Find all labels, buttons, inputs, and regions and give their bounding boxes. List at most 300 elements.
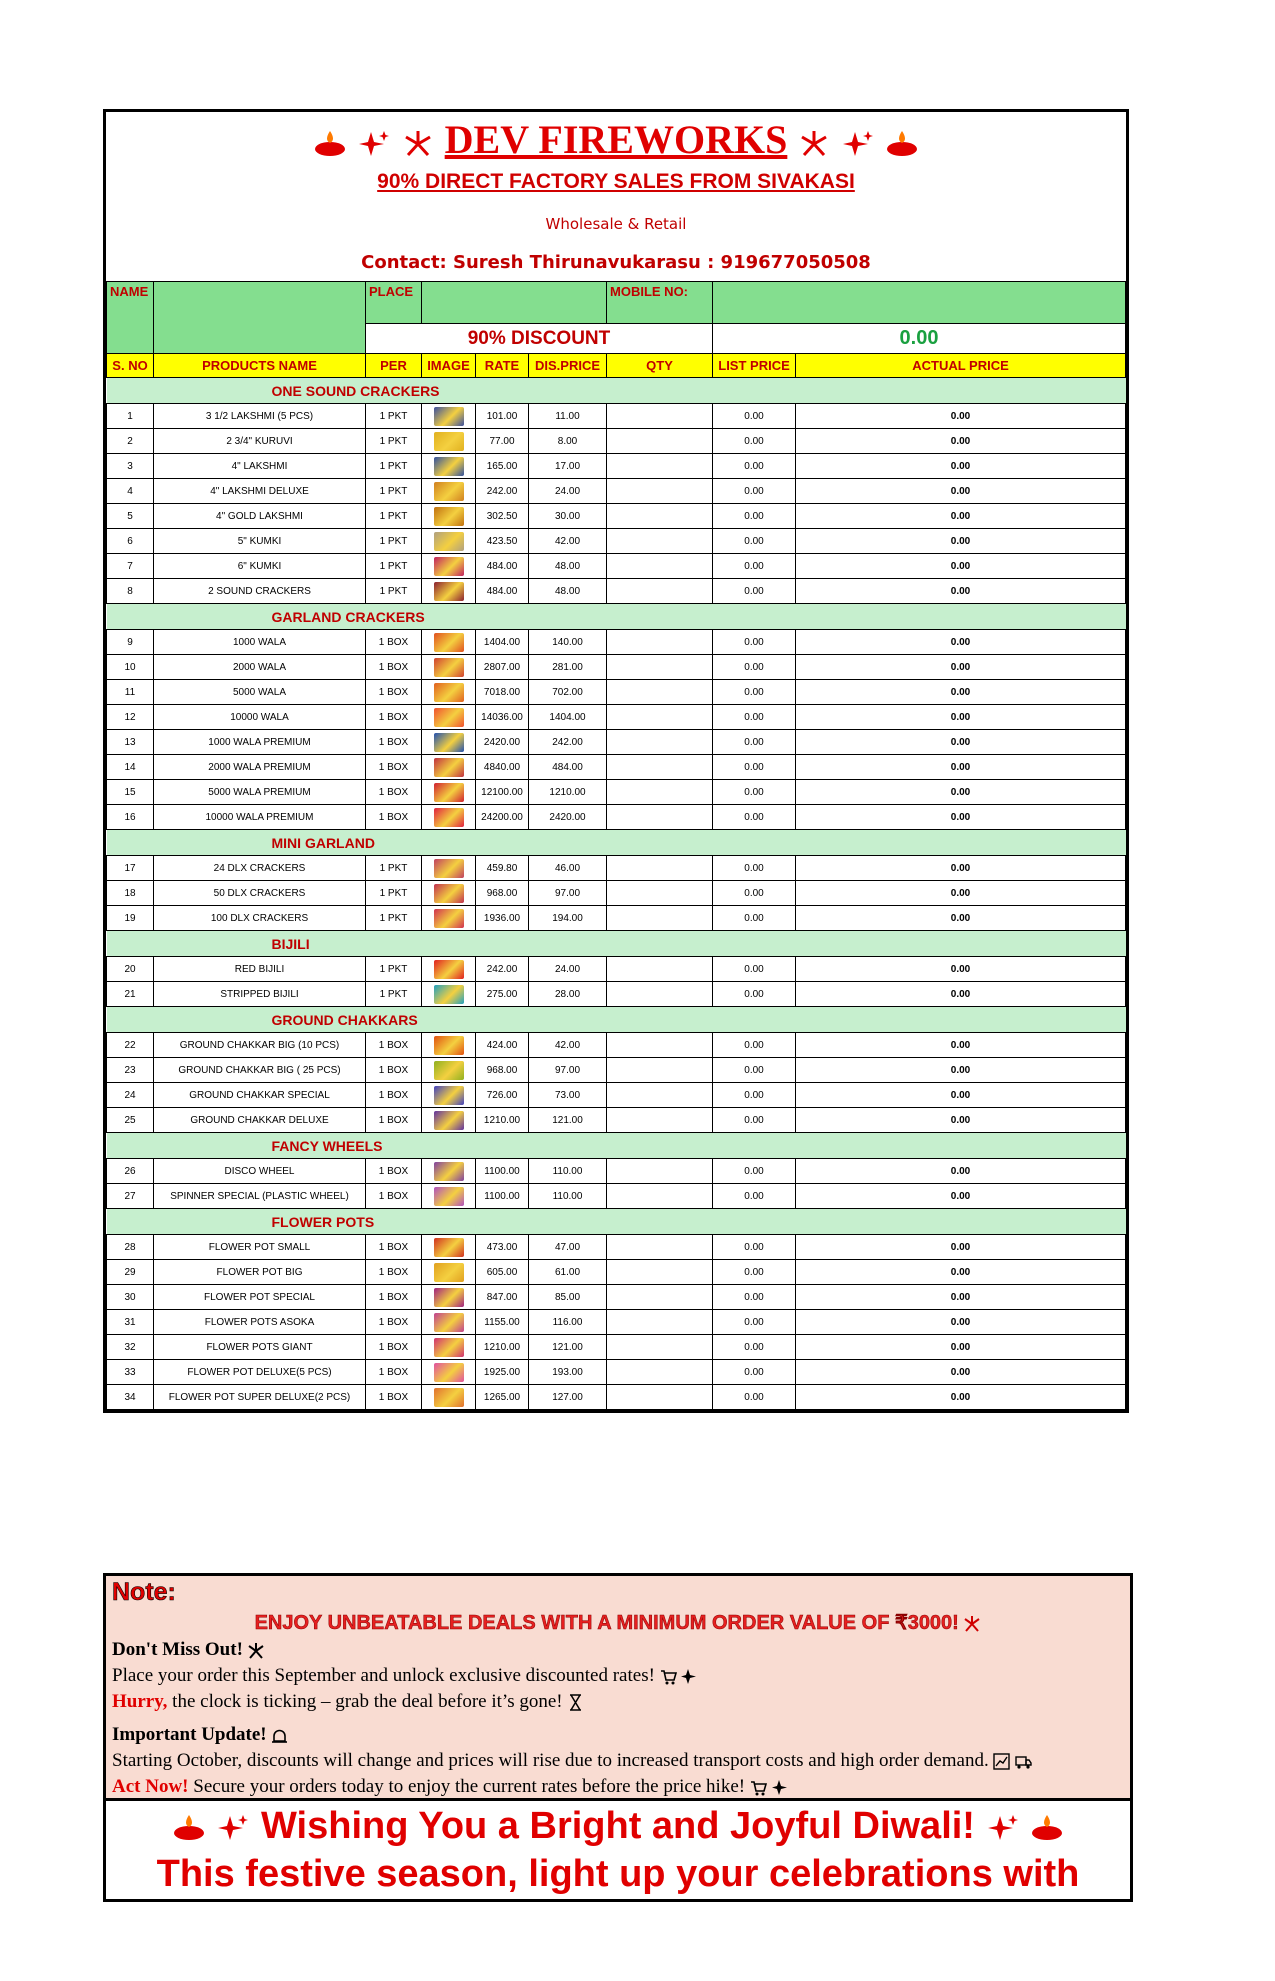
cell-image xyxy=(422,705,476,730)
product-image xyxy=(434,683,464,702)
product-row xyxy=(107,1360,1126,1385)
diya-icon xyxy=(313,129,347,159)
cell-rate: 101.00 xyxy=(476,404,529,429)
qty-input[interactable] xyxy=(607,730,713,755)
cell-rate: 12100.00 xyxy=(476,780,529,805)
cell-product-name: SPINNER SPECIAL (PLASTIC WHEEL) xyxy=(154,1184,366,1209)
cell-sno: 9 xyxy=(107,630,154,655)
product-row xyxy=(107,579,1126,604)
cell-actual-price: 0.00 xyxy=(796,630,1126,655)
cell-dis-price: 11.00 xyxy=(529,404,607,429)
product-image xyxy=(434,582,464,601)
cell-product-name: 24 DLX CRACKERS xyxy=(154,856,366,881)
cell-per: 1 BOX xyxy=(366,755,422,780)
cell-actual-price: 0.00 xyxy=(796,1058,1126,1083)
cell-rate: 1100.00 xyxy=(476,1159,529,1184)
cell-dis-price: 30.00 xyxy=(529,504,607,529)
cell-actual-price: 0.00 xyxy=(796,1285,1126,1310)
qty-input[interactable] xyxy=(607,404,713,429)
qty-input[interactable] xyxy=(607,1159,713,1184)
important-text: Important Update! xyxy=(112,1724,267,1745)
product-image xyxy=(434,1363,464,1382)
line3-text: Starting October, discounts will change and prices will rise due to increased transport costs and high order demand. xyxy=(112,1750,989,1771)
cell-actual-price: 0.00 xyxy=(796,404,1126,429)
cell-list-price: 0.00 xyxy=(713,957,796,982)
qty-input[interactable] xyxy=(607,1260,713,1285)
product-image xyxy=(434,1187,464,1206)
product-image xyxy=(434,1388,464,1407)
cell-per: 1 PKT xyxy=(366,529,422,554)
note-box xyxy=(103,1573,1133,1801)
product-row xyxy=(107,982,1126,1007)
qty-input[interactable] xyxy=(607,630,713,655)
column-header-row xyxy=(107,354,1126,378)
qty-input[interactable] xyxy=(607,755,713,780)
cell-list-price: 0.00 xyxy=(713,1159,796,1184)
cell-sno: 29 xyxy=(107,1260,154,1285)
qty-input[interactable] xyxy=(607,655,713,680)
cell-image xyxy=(422,805,476,830)
cell-rate: 2420.00 xyxy=(476,730,529,755)
qty-input[interactable] xyxy=(607,805,713,830)
cell-sno: 5 xyxy=(107,504,154,529)
header-block xyxy=(106,112,1126,281)
cell-dis-price: 17.00 xyxy=(529,454,607,479)
cell-list-price: 0.00 xyxy=(713,982,796,1007)
cell-sno: 6 xyxy=(107,529,154,554)
cell-actual-price: 0.00 xyxy=(796,805,1126,830)
place-label: PLACE xyxy=(366,282,422,324)
cell-per: 1 BOX xyxy=(366,1033,422,1058)
firework-icon xyxy=(248,1642,265,1659)
cell-per: 1 BOX xyxy=(366,1360,422,1385)
diya-icon xyxy=(1030,1813,1064,1843)
cell-image xyxy=(422,982,476,1007)
cell-dis-price: 8.00 xyxy=(529,429,607,454)
cell-product-name: FLOWER POT SPECIAL xyxy=(154,1285,366,1310)
cell-per: 1 BOX xyxy=(366,1108,422,1133)
cell-image xyxy=(422,680,476,705)
cell-per: 1 BOX xyxy=(366,655,422,680)
cell-product-name: RED BIJILI xyxy=(154,957,366,982)
cell-list-price: 0.00 xyxy=(713,705,796,730)
cart-icon xyxy=(750,1779,767,1796)
cell-rate: 1210.00 xyxy=(476,1335,529,1360)
cell-per: 1 PKT xyxy=(366,404,422,429)
product-row xyxy=(107,755,1126,780)
qty-input[interactable] xyxy=(607,1058,713,1083)
product-image xyxy=(434,1061,464,1080)
qty-input[interactable] xyxy=(607,1285,713,1310)
cell-product-name: 4" LAKSHMI DELUXE xyxy=(154,479,366,504)
cell-actual-price: 0.00 xyxy=(796,1335,1126,1360)
cell-list-price: 0.00 xyxy=(713,429,796,454)
cell-image xyxy=(422,856,476,881)
qty-input[interactable] xyxy=(607,957,713,982)
product-image xyxy=(434,884,464,903)
cell-image xyxy=(422,404,476,429)
place-field[interactable] xyxy=(422,282,607,324)
cell-rate: 1100.00 xyxy=(476,1184,529,1209)
cell-rate: 24200.00 xyxy=(476,805,529,830)
cell-rate: 4840.00 xyxy=(476,755,529,780)
category-row xyxy=(107,378,1126,404)
cell-image xyxy=(422,504,476,529)
cell-sno: 24 xyxy=(107,1083,154,1108)
product-row xyxy=(107,1335,1126,1360)
category-row xyxy=(107,1209,1126,1235)
cell-image xyxy=(422,881,476,906)
sparkles-icon xyxy=(772,1779,789,1796)
cell-image xyxy=(422,755,476,780)
firework-icon xyxy=(964,1615,981,1632)
category-title: BIJILI xyxy=(107,931,1126,957)
cell-product-name: GROUND CHAKKAR SPECIAL xyxy=(154,1083,366,1108)
note-line-3 xyxy=(112,1750,1032,1772)
cell-dis-price: 140.00 xyxy=(529,630,607,655)
cell-image xyxy=(422,1285,476,1310)
cell-per: 1 PKT xyxy=(366,579,422,604)
cell-dis-price: 242.00 xyxy=(529,730,607,755)
sparkles-icon xyxy=(216,1813,250,1843)
category-row xyxy=(107,1133,1126,1159)
name-field[interactable] xyxy=(154,282,366,354)
cell-list-price: 0.00 xyxy=(713,1058,796,1083)
qty-input[interactable] xyxy=(607,881,713,906)
cell-sno: 21 xyxy=(107,982,154,1007)
cell-list-price: 0.00 xyxy=(713,856,796,881)
cell-per: 1 BOX xyxy=(366,1335,422,1360)
price-table xyxy=(106,281,1126,1410)
cell-sno: 23 xyxy=(107,1058,154,1083)
qty-input[interactable] xyxy=(607,705,713,730)
qty-input[interactable] xyxy=(607,1385,713,1410)
qty-input[interactable] xyxy=(607,504,713,529)
cell-actual-price: 0.00 xyxy=(796,705,1126,730)
cell-per: 1 BOX xyxy=(366,805,422,830)
sparkles-icon xyxy=(357,129,391,159)
qty-input[interactable] xyxy=(607,1108,713,1133)
product-row xyxy=(107,529,1126,554)
cell-per: 1 PKT xyxy=(366,856,422,881)
cell-product-name: 1000 WALA xyxy=(154,630,366,655)
firework-icon xyxy=(797,129,831,159)
cell-sno: 20 xyxy=(107,957,154,982)
qty-input[interactable] xyxy=(607,856,713,881)
cell-list-price: 0.00 xyxy=(713,805,796,830)
product-row xyxy=(107,1184,1126,1209)
cell-image xyxy=(422,1310,476,1335)
col-list-price: LIST PRICE xyxy=(713,354,796,378)
cell-actual-price: 0.00 xyxy=(796,982,1126,1007)
cell-sno: 14 xyxy=(107,755,154,780)
category-title: ONE SOUND CRACKERS xyxy=(107,378,1126,404)
cell-image xyxy=(422,429,476,454)
cell-list-price: 0.00 xyxy=(713,780,796,805)
cell-actual-price: 0.00 xyxy=(796,1310,1126,1335)
col-product: PRODUCTS NAME xyxy=(154,354,366,378)
qty-input[interactable] xyxy=(607,780,713,805)
cell-image xyxy=(422,529,476,554)
cell-per: 1 BOX xyxy=(366,1083,422,1108)
cell-product-name: DISCO WHEEL xyxy=(154,1159,366,1184)
cell-dis-price: 73.00 xyxy=(529,1083,607,1108)
cell-product-name: 4" GOLD LAKSHMI xyxy=(154,504,366,529)
cell-dis-price: 127.00 xyxy=(529,1385,607,1410)
greeting-line-2: This festive season, light up your celebrations with xyxy=(156,1853,1080,1895)
cell-product-name: 5000 WALA xyxy=(154,680,366,705)
note-line-important xyxy=(112,1724,288,1746)
cell-dis-price: 85.00 xyxy=(529,1285,607,1310)
hurry-text: Hurry, xyxy=(112,1691,168,1712)
cell-per: 1 PKT xyxy=(366,479,422,504)
dont-miss-text: Don't Miss Out! xyxy=(112,1639,243,1660)
qty-input[interactable] xyxy=(607,579,713,604)
cell-rate: 77.00 xyxy=(476,429,529,454)
category-title: GROUND CHAKKARS xyxy=(107,1007,1126,1033)
cell-product-name: FLOWER POTS GIANT xyxy=(154,1335,366,1360)
cell-per: 1 PKT xyxy=(366,429,422,454)
product-image xyxy=(434,1238,464,1257)
product-row xyxy=(107,655,1126,680)
sparkles-icon xyxy=(681,1668,698,1685)
diya-icon xyxy=(885,129,919,159)
cell-rate: 473.00 xyxy=(476,1235,529,1260)
cell-rate: 2807.00 xyxy=(476,655,529,680)
cell-actual-price: 0.00 xyxy=(796,780,1126,805)
cell-dis-price: 97.00 xyxy=(529,1058,607,1083)
cell-product-name: 10000 WALA xyxy=(154,705,366,730)
cell-rate: 847.00 xyxy=(476,1285,529,1310)
cell-rate: 968.00 xyxy=(476,881,529,906)
cell-per: 1 BOX xyxy=(366,1260,422,1285)
category-title: FANCY WHEELS xyxy=(107,1133,1126,1159)
cell-dis-price: 110.00 xyxy=(529,1159,607,1184)
product-image xyxy=(434,808,464,827)
line4-text: Secure your orders today to enjoy the current rates before the price hike! xyxy=(193,1776,746,1797)
cell-actual-price: 0.00 xyxy=(796,655,1126,680)
product-row xyxy=(107,1108,1126,1133)
cell-actual-price: 0.00 xyxy=(796,730,1126,755)
qty-input[interactable] xyxy=(607,680,713,705)
cell-list-price: 0.00 xyxy=(713,579,796,604)
qty-input[interactable] xyxy=(607,1184,713,1209)
cell-actual-price: 0.00 xyxy=(796,680,1126,705)
cell-list-price: 0.00 xyxy=(713,755,796,780)
cell-list-price: 0.00 xyxy=(713,454,796,479)
cell-product-name: FLOWER POT DELUXE(5 PCS) xyxy=(154,1360,366,1385)
cell-per: 1 BOX xyxy=(366,680,422,705)
cell-sno: 18 xyxy=(107,881,154,906)
product-image xyxy=(434,457,464,476)
product-image xyxy=(434,708,464,727)
cell-list-price: 0.00 xyxy=(713,680,796,705)
cell-list-price: 0.00 xyxy=(713,630,796,655)
cell-image xyxy=(422,1108,476,1133)
cell-product-name: FLOWER POT SUPER DELUXE(2 PCS) xyxy=(154,1385,366,1410)
cell-actual-price: 0.00 xyxy=(796,957,1126,982)
product-image xyxy=(434,1288,464,1307)
cell-list-price: 0.00 xyxy=(713,479,796,504)
cell-sno: 15 xyxy=(107,780,154,805)
cell-rate: 7018.00 xyxy=(476,680,529,705)
product-row xyxy=(107,805,1126,830)
col-actual-price: ACTUAL PRICE xyxy=(796,354,1126,378)
cell-image xyxy=(422,1235,476,1260)
cell-product-name: GROUND CHAKKAR BIG (10 PCS) xyxy=(154,1033,366,1058)
cell-image xyxy=(422,730,476,755)
cell-sno: 30 xyxy=(107,1285,154,1310)
cell-list-price: 0.00 xyxy=(713,1083,796,1108)
qty-input[interactable] xyxy=(607,429,713,454)
cell-image xyxy=(422,957,476,982)
cell-rate: 1936.00 xyxy=(476,906,529,931)
note-line-dont-miss xyxy=(112,1639,265,1661)
cell-per: 1 BOX xyxy=(366,630,422,655)
cell-actual-price: 0.00 xyxy=(796,1360,1126,1385)
cell-dis-price: 484.00 xyxy=(529,755,607,780)
product-image xyxy=(434,909,464,928)
category-row xyxy=(107,931,1126,957)
qty-input[interactable] xyxy=(607,554,713,579)
cell-rate: 302.50 xyxy=(476,504,529,529)
cell-dis-price: 61.00 xyxy=(529,1260,607,1285)
diya-icon xyxy=(172,1813,206,1843)
product-image xyxy=(434,507,464,526)
cell-rate: 242.00 xyxy=(476,957,529,982)
qty-input[interactable] xyxy=(607,1033,713,1058)
cell-list-price: 0.00 xyxy=(713,655,796,680)
qty-input[interactable] xyxy=(607,906,713,931)
cell-image xyxy=(422,1159,476,1184)
cell-rate: 484.00 xyxy=(476,554,529,579)
product-row xyxy=(107,1033,1126,1058)
cell-per: 1 BOX xyxy=(366,1235,422,1260)
cell-list-price: 0.00 xyxy=(713,1285,796,1310)
cell-sno: 1 xyxy=(107,404,154,429)
qty-input[interactable] xyxy=(607,1083,713,1108)
product-image xyxy=(434,758,464,777)
tagline: Wholesale & Retail xyxy=(545,215,687,233)
cell-image xyxy=(422,579,476,604)
category-row xyxy=(107,604,1126,630)
category-title: FLOWER POTS xyxy=(107,1209,1126,1235)
cell-rate: 605.00 xyxy=(476,1260,529,1285)
product-row xyxy=(107,1083,1126,1108)
qty-input[interactable] xyxy=(607,1310,713,1335)
product-image xyxy=(434,1338,464,1357)
cell-dis-price: 42.00 xyxy=(529,1033,607,1058)
product-row xyxy=(107,1058,1126,1083)
cell-per: 1 BOX xyxy=(366,1159,422,1184)
qty-input[interactable] xyxy=(607,1335,713,1360)
greeting-line-1 xyxy=(106,1805,1130,1848)
product-row xyxy=(107,856,1126,881)
cell-product-name: 4" LAKSHMI xyxy=(154,454,366,479)
sparkles-icon xyxy=(986,1813,1020,1843)
mobile-field[interactable] xyxy=(713,282,1126,324)
qty-input[interactable] xyxy=(607,1360,713,1385)
product-row xyxy=(107,1385,1126,1410)
qty-input[interactable] xyxy=(607,982,713,1007)
product-image xyxy=(434,432,464,451)
qty-input[interactable] xyxy=(607,479,713,504)
qty-input[interactable] xyxy=(607,529,713,554)
qty-input[interactable] xyxy=(607,1235,713,1260)
product-row xyxy=(107,680,1126,705)
discount-label: 90% DISCOUNT xyxy=(366,324,713,354)
cell-dis-price: 47.00 xyxy=(529,1235,607,1260)
cell-sno: 33 xyxy=(107,1360,154,1385)
product-row xyxy=(107,906,1126,931)
product-image xyxy=(434,985,464,1004)
cell-image xyxy=(422,1083,476,1108)
cell-sno: 27 xyxy=(107,1184,154,1209)
cell-list-price: 0.00 xyxy=(713,1335,796,1360)
chart-up-icon xyxy=(993,1753,1010,1770)
cell-list-price: 0.00 xyxy=(713,404,796,429)
cell-sno: 16 xyxy=(107,805,154,830)
cell-product-name: FLOWER POT SMALL xyxy=(154,1235,366,1260)
cell-product-name: 2 3/4" KURUVI xyxy=(154,429,366,454)
cell-list-price: 0.00 xyxy=(713,1184,796,1209)
cell-sno: 4 xyxy=(107,479,154,504)
cell-rate: 1925.00 xyxy=(476,1360,529,1385)
product-row xyxy=(107,454,1126,479)
cell-dis-price: 116.00 xyxy=(529,1310,607,1335)
cell-list-price: 0.00 xyxy=(713,1310,796,1335)
cell-list-price: 0.00 xyxy=(713,504,796,529)
product-row xyxy=(107,1235,1126,1260)
cell-list-price: 0.00 xyxy=(713,1235,796,1260)
category-title: GARLAND CRACKERS xyxy=(107,604,1126,630)
cell-per: 1 BOX xyxy=(366,1058,422,1083)
cell-rate: 1265.00 xyxy=(476,1385,529,1410)
cell-dis-price: 2420.00 xyxy=(529,805,607,830)
product-row xyxy=(107,479,1126,504)
cell-product-name: STRIPPED BIJILI xyxy=(154,982,366,1007)
cell-product-name: 6" KUMKI xyxy=(154,554,366,579)
cell-rate: 726.00 xyxy=(476,1083,529,1108)
cell-dis-price: 194.00 xyxy=(529,906,607,931)
cell-product-name: FLOWER POTS ASOKA xyxy=(154,1310,366,1335)
cart-icon xyxy=(660,1668,677,1685)
product-image xyxy=(434,1313,464,1332)
deal-text: ENJOY UNBEATABLE DEALS WITH A MINIMUM ORDER VALUE OF ₹3000! xyxy=(254,1612,959,1634)
cell-list-price: 0.00 xyxy=(713,881,796,906)
cell-list-price: 0.00 xyxy=(713,529,796,554)
note-line-1 xyxy=(112,1665,698,1687)
cell-per: 1 BOX xyxy=(366,1310,422,1335)
customer-info-row xyxy=(107,282,1126,324)
cell-dis-price: 48.00 xyxy=(529,554,607,579)
qty-input[interactable] xyxy=(607,454,713,479)
product-image xyxy=(434,783,464,802)
note-line-4 xyxy=(112,1776,789,1798)
cell-rate: 459.80 xyxy=(476,856,529,881)
cell-actual-price: 0.00 xyxy=(796,1385,1126,1410)
cell-sno: 3 xyxy=(107,454,154,479)
product-image xyxy=(434,557,464,576)
note-line-2 xyxy=(112,1691,584,1713)
cell-dis-price: 110.00 xyxy=(529,1184,607,1209)
product-image xyxy=(434,633,464,652)
cell-actual-price: 0.00 xyxy=(796,1184,1126,1209)
product-row xyxy=(107,554,1126,579)
cell-list-price: 0.00 xyxy=(713,906,796,931)
cell-product-name: GROUND CHAKKAR DELUXE xyxy=(154,1108,366,1133)
cell-actual-price: 0.00 xyxy=(796,1033,1126,1058)
